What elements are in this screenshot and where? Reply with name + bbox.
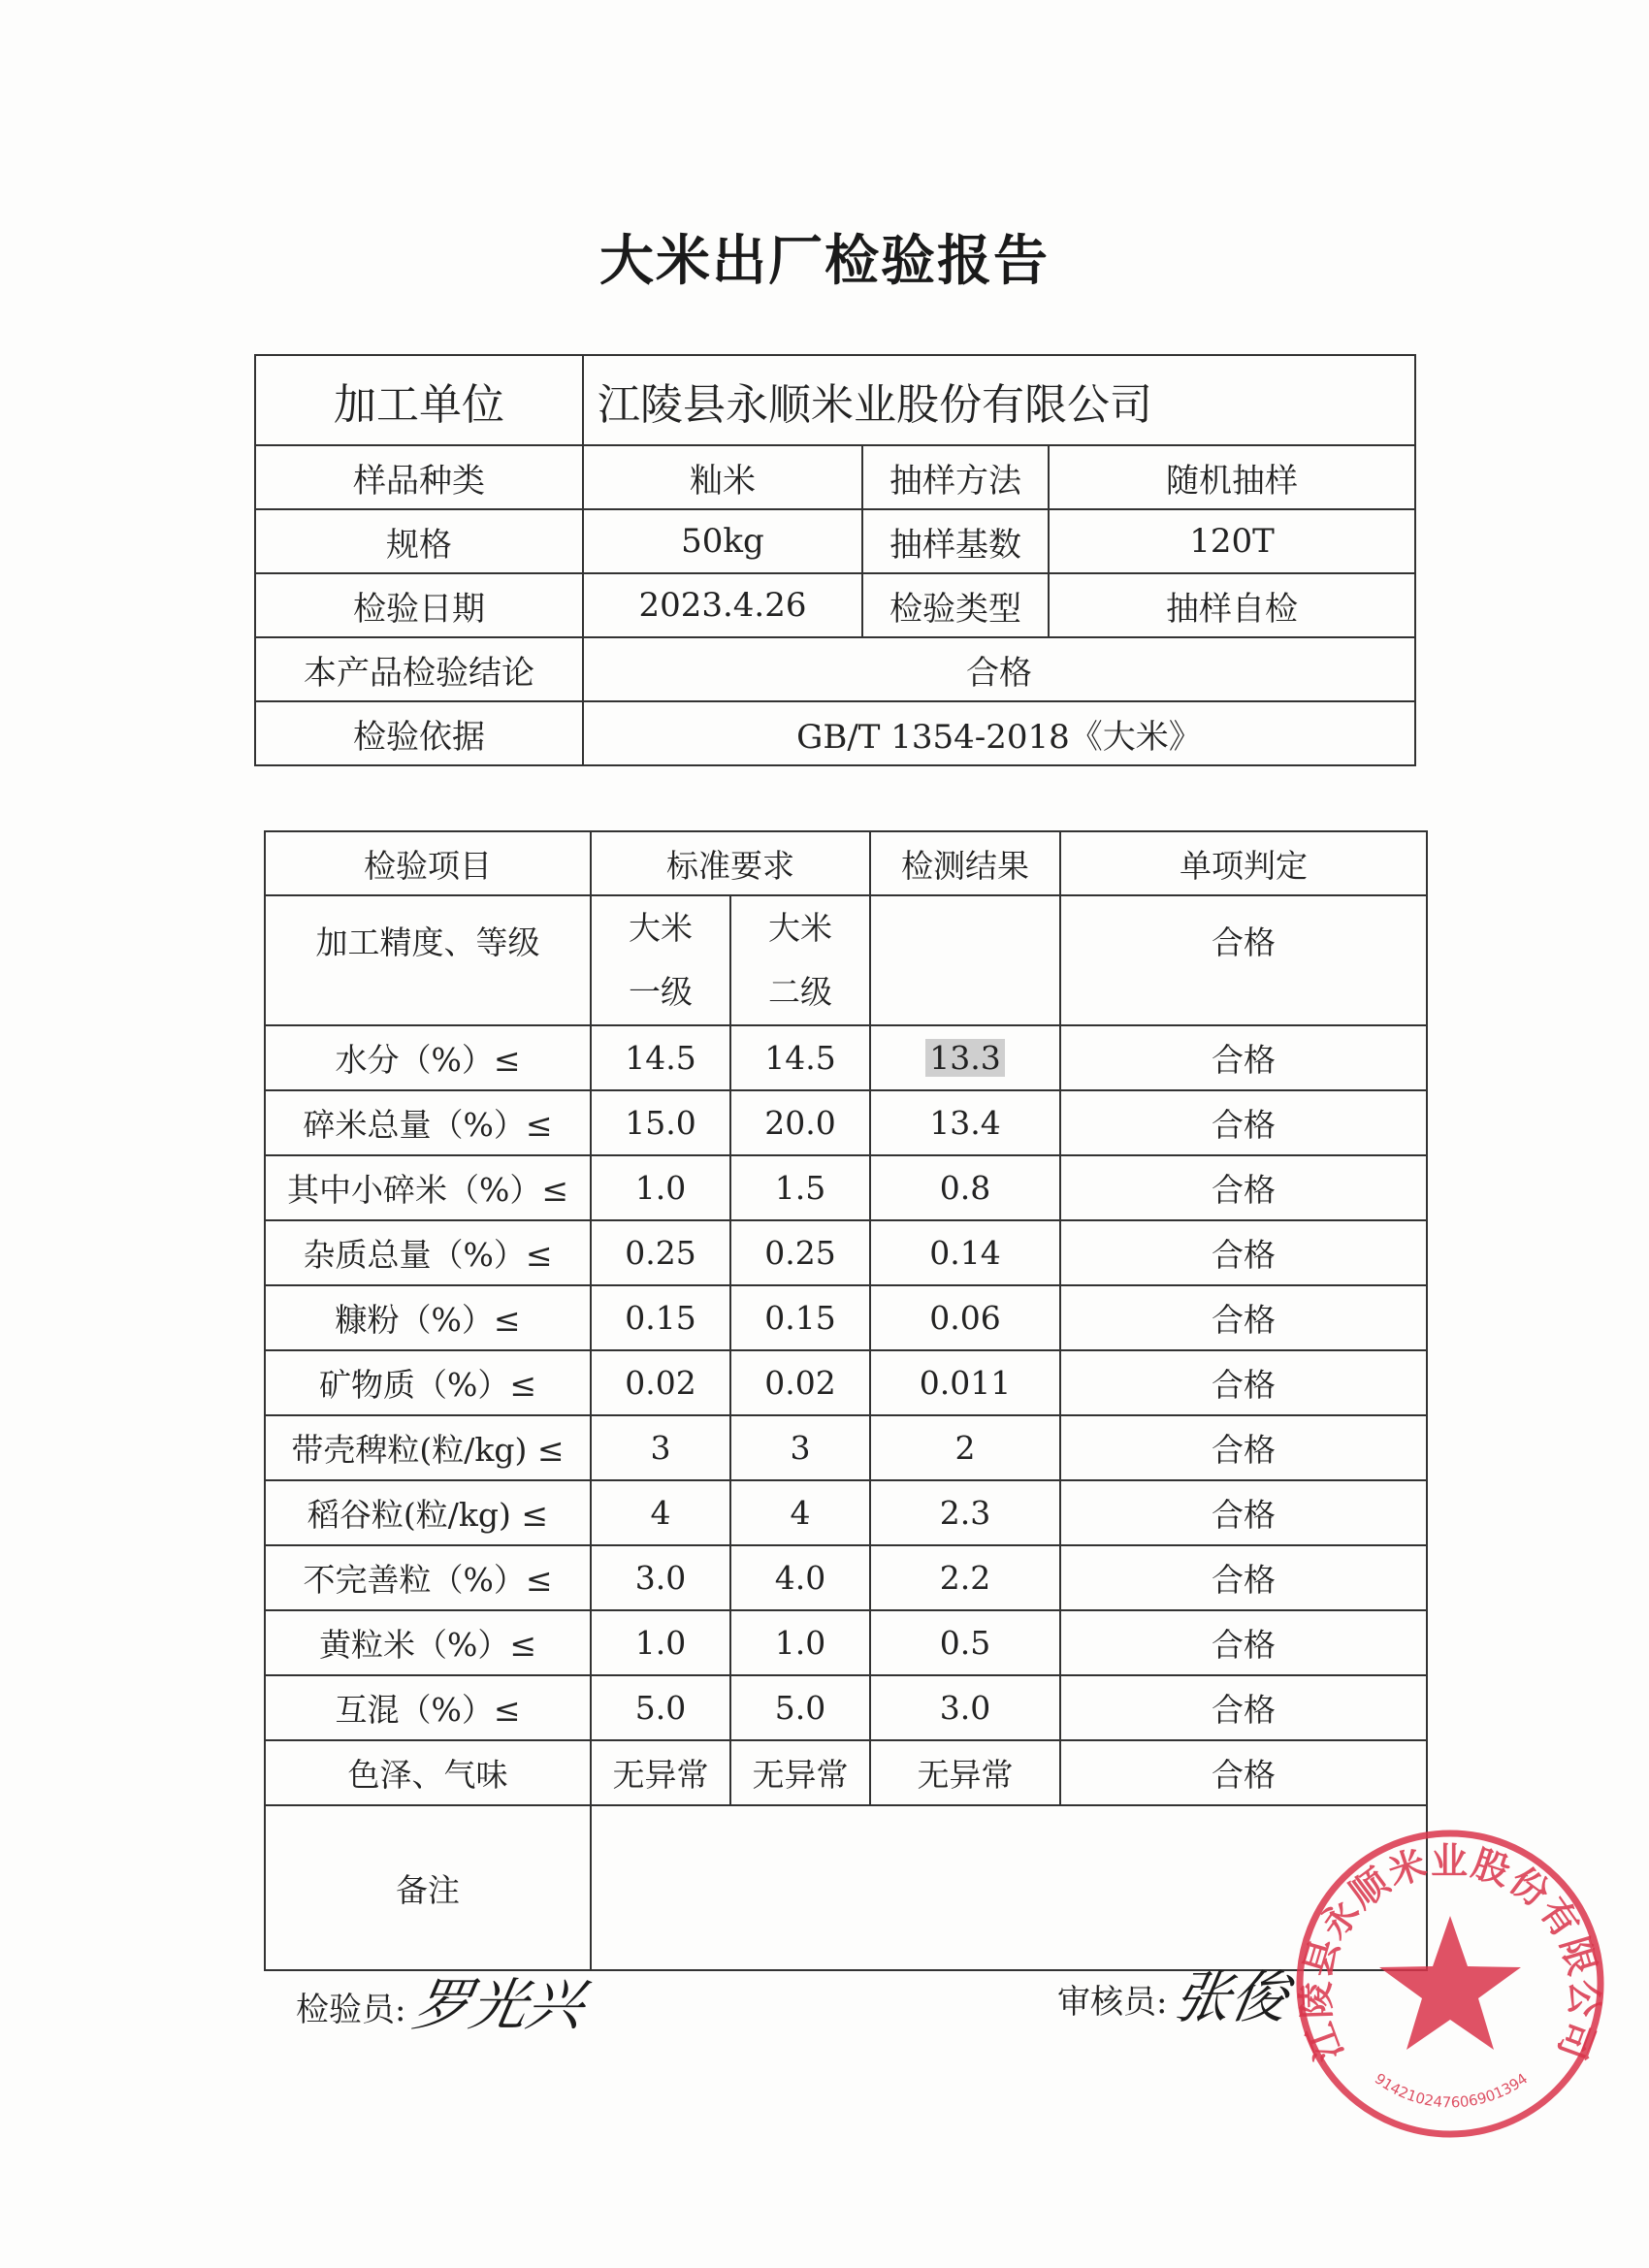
item-name: 不完善粒（%）≤ (265, 1545, 591, 1610)
item-name: 黄粒米（%）≤ (265, 1610, 591, 1675)
grade-row (265, 895, 1427, 1025)
table-row (265, 1415, 1427, 1480)
col-header-item: 检验项目 (265, 831, 591, 895)
standard-grade-1: 1.0 (591, 1155, 730, 1220)
table-row (265, 1025, 1427, 1090)
item-name: 矿物质（%）≤ (265, 1350, 591, 1415)
table-row (265, 1480, 1427, 1545)
standard-grade-1: 4 (591, 1480, 730, 1545)
judgement: 合格 (1060, 1740, 1427, 1805)
basis-label: 检验依据 (255, 701, 583, 765)
highlighted-result: 13.3 (925, 1039, 1004, 1077)
test-result: 2.2 (870, 1545, 1060, 1610)
header-row (255, 509, 1415, 573)
header-row (255, 445, 1415, 509)
standard-grade-1: 0.15 (591, 1285, 730, 1350)
grade-1-line2: 一级 (629, 973, 693, 1011)
standard-grade-1: 14.5 (591, 1025, 730, 1090)
judgement: 合格 (1060, 1025, 1427, 1090)
test-result: 13.4 (870, 1090, 1060, 1155)
page-title: 大米出厂检验报告 (599, 230, 1050, 293)
standard-grade-2: 3 (730, 1415, 870, 1480)
test-result: 2 (870, 1415, 1060, 1480)
judgement: 合格 (1060, 1350, 1427, 1415)
standard-grade-1: 3 (591, 1415, 730, 1480)
spec-value: 50kg (583, 509, 862, 573)
spec-label: 规格 (255, 509, 583, 573)
col-header-standard: 标准要求 (591, 831, 870, 895)
sampling-base-value: 120T (1049, 509, 1415, 573)
grade-2-line2: 二级 (768, 973, 832, 1011)
test-result: 2.3 (870, 1480, 1060, 1545)
test-result (870, 1025, 1060, 1090)
judgement: 合格 (1060, 1090, 1427, 1155)
test-result: 0.8 (870, 1155, 1060, 1220)
inspection-results-table (264, 830, 1428, 1971)
item-name: 糠粉（%）≤ (265, 1285, 591, 1350)
reviewer-signature: 张俊 (1169, 1964, 1294, 2030)
judgement: 合格 (1060, 1415, 1427, 1480)
item-name: 碎米总量（%）≤ (265, 1090, 591, 1155)
test-result: 0.011 (870, 1350, 1060, 1415)
grade-1-line1: 大米 (629, 909, 693, 947)
grade-2-line1: 大米 (768, 909, 832, 947)
standard-grade-2: 0.25 (730, 1220, 870, 1285)
table-row (265, 1285, 1427, 1350)
standard-grade-1: 0.25 (591, 1220, 730, 1285)
seal-text: 江陵县永顺米业股份有限公司 (1294, 1839, 1606, 2067)
table-row (265, 1090, 1427, 1155)
table-row (265, 1610, 1427, 1675)
test-result: 3.0 (870, 1675, 1060, 1740)
basis-value: GB/T 1354-2018《大米》 (583, 701, 1415, 765)
inspection-type-label: 检验类型 (862, 573, 1049, 637)
col-header-result: 检测结果 (870, 831, 1060, 895)
standard-grade-2: 1.5 (730, 1155, 870, 1220)
seal-code: 914210247606901394 (1371, 2069, 1532, 2112)
standard-grade-2: 20.0 (730, 1090, 870, 1155)
report-header-table (254, 354, 1416, 766)
table-row (265, 1350, 1427, 1415)
sample-type-value: 籼米 (583, 445, 862, 509)
test-result: 无异常 (870, 1740, 1060, 1805)
sampling-base-label: 抽样基数 (862, 509, 1049, 573)
grade-label: 加工精度、等级 (265, 895, 591, 1025)
inspection-date-label: 检验日期 (255, 573, 583, 637)
standard-grade-2: 4.0 (730, 1545, 870, 1610)
item-name: 色泽、气味 (265, 1740, 591, 1805)
standard-grade-1: 无异常 (591, 1740, 730, 1805)
standard-grade-2: 14.5 (730, 1025, 870, 1090)
sampling-method-label: 抽样方法 (862, 445, 1049, 509)
judgement: 合格 (1060, 1610, 1427, 1675)
table-row (265, 1545, 1427, 1610)
remarks-label: 备注 (265, 1805, 591, 1970)
grade-2-cell (730, 895, 870, 1025)
standard-grade-2: 0.15 (730, 1285, 870, 1350)
standard-grade-1: 1.0 (591, 1610, 730, 1675)
conclusion-label: 本产品检验结论 (255, 637, 583, 701)
standard-grade-1: 0.02 (591, 1350, 730, 1415)
table-row (265, 1155, 1427, 1220)
item-name: 互混（%）≤ (265, 1675, 591, 1740)
grade-judgement: 合格 (1060, 895, 1427, 1025)
standard-grade-1: 5.0 (591, 1675, 730, 1740)
inspector-signature: 罗光兴 (408, 1972, 590, 2038)
test-result: 0.5 (870, 1610, 1060, 1675)
standard-grade-2: 0.02 (730, 1350, 870, 1415)
standard-grade-1: 15.0 (591, 1090, 730, 1155)
judgement: 合格 (1060, 1480, 1427, 1545)
sampling-method-value: 随机抽样 (1049, 445, 1415, 509)
judgement: 合格 (1060, 1545, 1427, 1610)
standard-grade-2: 4 (730, 1480, 870, 1545)
standard-grade-2: 无异常 (730, 1740, 870, 1805)
item-name: 稻谷粒(粒/kg) ≤ (265, 1480, 591, 1545)
unit-label: 加工单位 (255, 355, 583, 445)
grade-result (870, 895, 1060, 1025)
standard-grade-2: 5.0 (730, 1675, 870, 1740)
judgement: 合格 (1060, 1220, 1427, 1285)
judgement: 合格 (1060, 1155, 1427, 1220)
company-seal-icon (1290, 1824, 1610, 2144)
reviewer-label: 审核员: (1057, 1983, 1168, 2022)
table-row (265, 1675, 1427, 1740)
item-name: 水分（%）≤ (265, 1025, 591, 1090)
inspection-date-value: 2023.4.26 (583, 573, 862, 637)
grade-1-cell (591, 895, 730, 1025)
judgement: 合格 (1060, 1675, 1427, 1740)
sample-type-label: 样品种类 (255, 445, 583, 509)
conclusion-value: 合格 (583, 637, 1415, 701)
table-row (265, 1740, 1427, 1805)
svg-text:914210247606901394 (1372, 2070, 1531, 2112)
unit-value: 江陵县永顺米业股份有限公司 (583, 355, 1415, 445)
item-name: 杂质总量（%）≤ (265, 1220, 591, 1285)
test-result: 0.14 (870, 1220, 1060, 1285)
table-header-row (265, 831, 1427, 895)
inspection-type-value: 抽样自检 (1049, 573, 1415, 637)
remarks-row (265, 1805, 1427, 1970)
item-name: 带壳稗粒(粒/kg) ≤ (265, 1415, 591, 1480)
judgement: 合格 (1060, 1285, 1427, 1350)
item-name: 其中小碎米（%）≤ (265, 1155, 591, 1220)
col-header-judgement: 单项判定 (1060, 831, 1427, 895)
header-row (255, 573, 1415, 637)
table-row (265, 1220, 1427, 1285)
test-result: 0.06 (870, 1285, 1060, 1350)
standard-grade-1: 3.0 (591, 1545, 730, 1610)
inspector-label: 检验员: (296, 1991, 406, 2029)
standard-grade-2: 1.0 (730, 1610, 870, 1675)
